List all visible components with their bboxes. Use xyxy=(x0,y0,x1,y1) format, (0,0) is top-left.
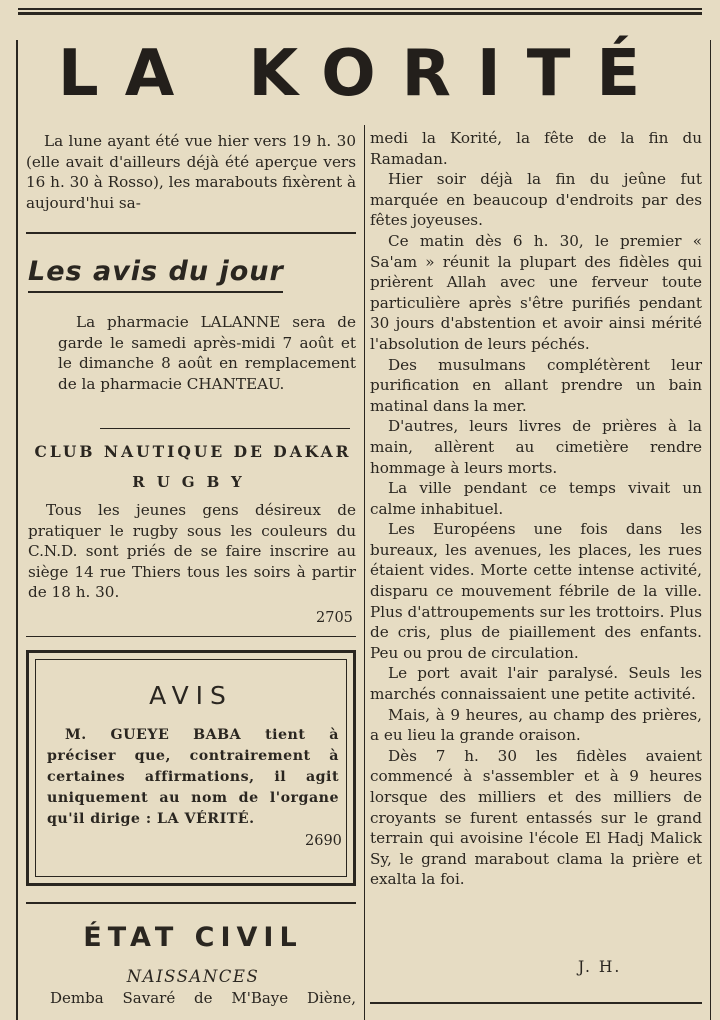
club-notice xyxy=(28,500,356,603)
left-margin-rule xyxy=(16,40,18,1020)
korite-paragraph: Mais, à 9 heures, au champ des prières, a eu lieu la grande oraison. xyxy=(370,705,702,745)
heading-underline xyxy=(28,291,283,293)
korite-paragraph: La ville pendant ce temps vivait un calme inhabituel. xyxy=(370,479,702,518)
korite-paragraph: Les Européens une fois dans les bureaux, les avenues, les places, les rues étaient vides. Morte cette intense activité, disparu ce mouvement fébrile de la ville. Plus d'attroupements sur les trottoirs. Plus de cris, plus de piaillement des enfants. Peu ou prou de circulation. xyxy=(370,520,702,662)
headline: LA KORITÉ xyxy=(57,37,667,111)
club-title: CLUB NAUTIQUE DE DAKAR xyxy=(34,442,352,461)
avis-text: M. GUEYE BABA tient à préciser que, contrairement à certaines affirmations, il agit uniquement au nom de l'organe qu'il dirige : LA VÉRITÉ. xyxy=(47,727,339,827)
korite-paragraph: Dès 7 h. 30 les fidèles avaient commencé à s'assembler et à 9 heures lorsque des milliers et des milliers de croyants se furent entassés sur le grand terrain qui avoisine l'école El Hadj Malick Sy, le grand marabout clama la prière et exalta la foi. xyxy=(370,746,702,889)
avis-body xyxy=(47,725,339,830)
club-number: 2705 xyxy=(316,610,353,626)
avis-title: AVIS xyxy=(149,681,233,710)
column-divider xyxy=(364,125,365,1020)
club-subtitle: RUGBY xyxy=(132,473,254,491)
korite-paragraph: Hier soir déjà la fin du jeûne fut marquée en beaucoup d'endroits par des fêtes joyeuses. xyxy=(370,170,702,230)
section-rule xyxy=(26,902,356,904)
signature: J. H. xyxy=(578,958,622,976)
korite-paragraph: medi la Korité, la fête de la fin du Ramadan. xyxy=(370,129,702,168)
avis-box xyxy=(26,650,356,886)
korite-left-column xyxy=(26,131,356,213)
etat-civil-title: ÉTAT CIVIL xyxy=(83,922,303,953)
section-rule xyxy=(370,1002,702,1004)
avis-number: 2690 xyxy=(305,833,342,849)
top-rule xyxy=(18,8,702,10)
korite-paragraph: Des musulmans complétèrent leur purification en allant prendre un bain matinal dans la mer. xyxy=(370,355,702,415)
korite-paragraph: La lune ayant été vue hier vers 19 h. 30 (elle avait d'ailleurs déjà été aperçue vers 16 h. 30 à Rosso), les marabouts fixèrent à aujourd'hui sa- xyxy=(26,132,356,212)
avis-du-jour-heading: Les avis du jour xyxy=(28,256,284,287)
naissances-line: Demba Savaré de M'Baye Diène, xyxy=(50,989,356,1007)
section-rule xyxy=(26,636,356,637)
section-rule xyxy=(26,232,356,234)
korite-paragraph: Le port avait l'air paralysé. Seuls les marchés connaissaient une petite activité. xyxy=(370,664,702,704)
top-rule-thick xyxy=(18,12,702,15)
korite-right-column xyxy=(370,128,702,890)
naissances-text xyxy=(32,988,356,1008)
pharmacie-text: La pharmacie LALANNE sera de garde le samedi après-midi 7 août et le dimanche 8 août en remplacement de la pharmacie CHANTEAU. xyxy=(58,313,356,393)
korite-paragraph: Ce matin dès 6 h. 30, le premier « Sa'am » réunit la plupart des fidèles qui prièrent Allah avec une ferveur toute particulière après s'être purifiés pendant 30 jours d'abstention et avoir ainsi mérité l'absolution de leurs péchés. xyxy=(370,231,702,353)
divider-rule xyxy=(100,428,350,429)
right-margin-rule xyxy=(710,40,711,1020)
pharmacie-notice xyxy=(58,312,356,394)
korite-paragraph: D'autres, leurs livres de prières à la main, allèrent au cimetière rendre hommage à leurs morts. xyxy=(370,417,702,477)
naissances-subtitle: NAISSANCES xyxy=(126,967,260,986)
club-text: Tous les jeunes gens désireux de pratiquer le rugby sous les couleurs du C.N.D. sont priés de se faire inscrire au siège 14 rue Thiers tous les soirs à partir de 18 h. 30. xyxy=(28,501,356,602)
